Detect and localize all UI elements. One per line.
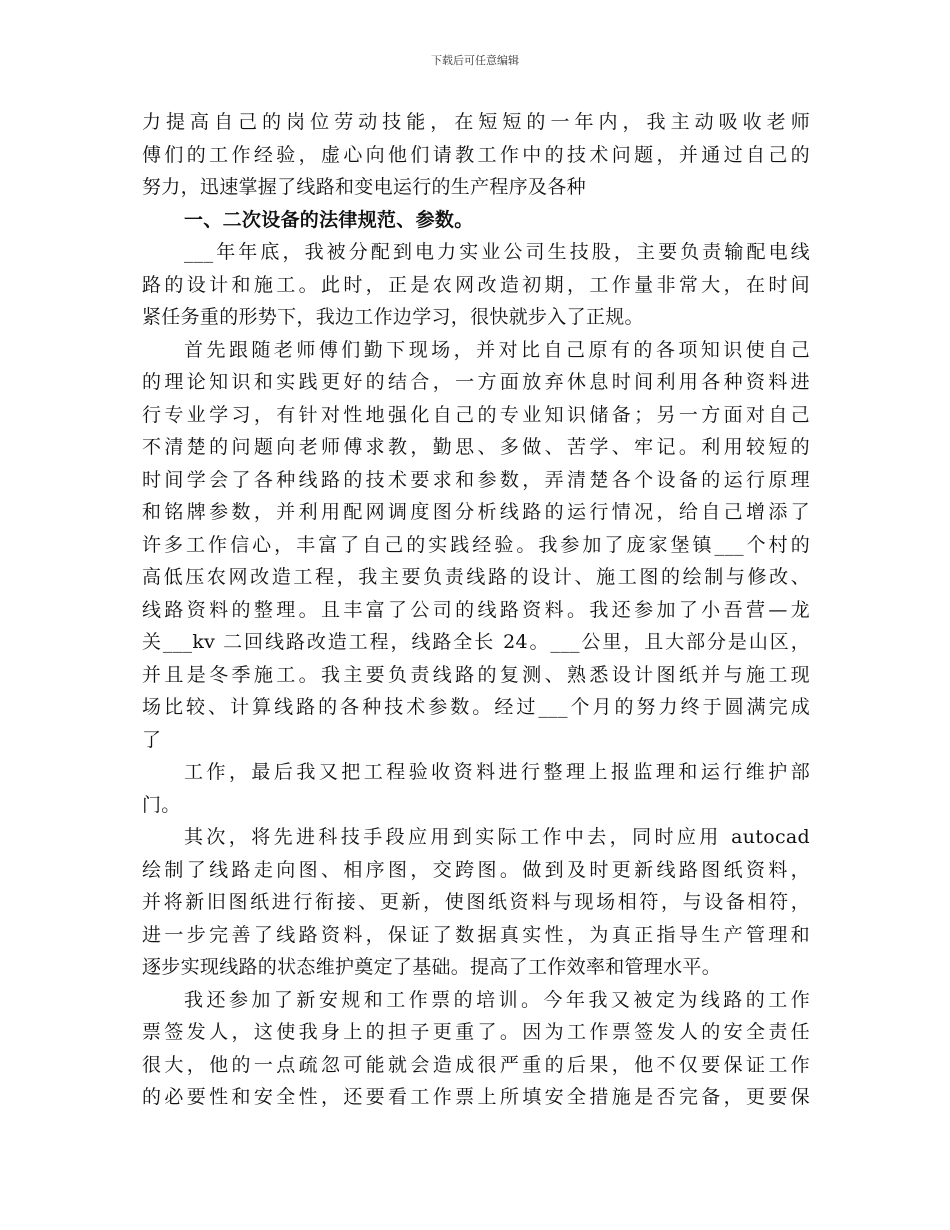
text-line: 傅们的工作经验，虚心向他们请教工作中的技术问题，并通过自己的: [142, 143, 810, 166]
paragraph: [142, 106, 810, 204]
text-line: 和铭牌参数，并利用配网调度图分析线路的运行情况，给自己增添了: [142, 501, 810, 523]
text-line: 绘制了线路走向图、相序图，交跨图。做到及时更新线路图纸资料，: [142, 858, 810, 881]
text-line: 不清楚的问题向老师傅求教，勤思、多做、苦学、牢记。利用较短的: [142, 436, 810, 458]
text-line: 很大，他的一点疏忽可能就会造成很严重的后果，他不仅要保证工作: [142, 1053, 810, 1076]
text-line: 进一步完善了线路资料，保证了数据真实性，为真正指导生产管理和: [142, 923, 810, 946]
text-line: 门。: [142, 793, 181, 816]
text-line: 并将新旧图纸进行衔接、更新，使图纸资料与现场相符，与设备相符，: [142, 891, 810, 913]
text-line: 路的设计和施工。此时，正是农网改造初期，工作量非常大，在时间: [142, 273, 810, 296]
paragraph: [142, 756, 810, 821]
text-line: 了: [142, 728, 162, 751]
text-line: 行专业学习，有针对性地强化自己的专业知识储备；另一方面对自己: [142, 403, 810, 426]
text-line: 关___kv 二回线路改造工程，线路全长 24。___公里，且大部分是山区，: [142, 631, 810, 653]
text-line: 场比较、计算线路的各种技术参数。经过___个月的努力终于圆满完成: [142, 696, 810, 718]
text-line: 紧任务重的形势下，我边工作边学习，很快就步入了正规。: [142, 306, 644, 328]
text-line: 努力，迅速掌握了线路和变电运行的生产程序及各种: [142, 176, 586, 198]
text-line: 其次，将先进科技手段应用到实际工作中去，同时应用 autocad: [184, 826, 810, 848]
text-line: 许多工作信心，丰富了自己的实践经验。我参加了庞家堡镇___个村的: [142, 533, 810, 556]
text-line: 工作，最后我又把工程验收资料进行整理上报监理和运行维护部: [184, 761, 810, 783]
paragraph: [142, 236, 810, 334]
heading-line: 一、二次设备的法律规范、参数。: [184, 208, 474, 231]
text-line: 逐步实现线路的状态维护奠定了基础。提高了工作效率和管理水平。: [142, 956, 722, 978]
text-line: 高低压农网改造工程，我主要负责线路的设计、施工图的绘制与修改、: [142, 566, 810, 588]
text-line: 首先跟随老师傅们勤下现场，并对比自己原有的各项知识使自己: [184, 338, 810, 361]
text-line: 时间学会了各种线路的技术要求和参数，弄清楚各个设备的运行原理: [142, 468, 810, 491]
text-line: 的必要性和安全性，还要看工作票上所填安全措施是否完备，更要保: [142, 1086, 810, 1108]
text-line: 的理论知识和实践更好的结合，一方面放弃休息时间利用各种资料进: [142, 371, 810, 393]
text-line: 力提高自己的岗位劳动技能，在短短的一年内，我主动吸收老师: [142, 111, 810, 133]
paragraph: [142, 984, 810, 1114]
text-line: 并且是冬季施工。我主要负责线路的复测、熟悉设计图纸并与施工现: [142, 663, 810, 686]
text-line: 我还参加了新安规和工作票的培训。今年我又被定为线路的工作: [184, 988, 810, 1011]
paragraph: [142, 821, 810, 984]
page-header: 下载后可任意编辑: [431, 54, 519, 67]
text-line: 票签发人，这使我身上的担子更重了。因为工作票签发人的安全责任: [142, 1021, 810, 1043]
text-line: 线路资料的整理。且丰富了公司的线路资料。我还参加了小吾营—龙: [142, 598, 810, 621]
paragraph: [142, 334, 810, 757]
text-line: ___年年底，我被分配到电力实业公司生技股，主要负责输配电线: [184, 241, 810, 263]
document-body: [142, 106, 810, 1114]
section-heading: [142, 204, 810, 237]
